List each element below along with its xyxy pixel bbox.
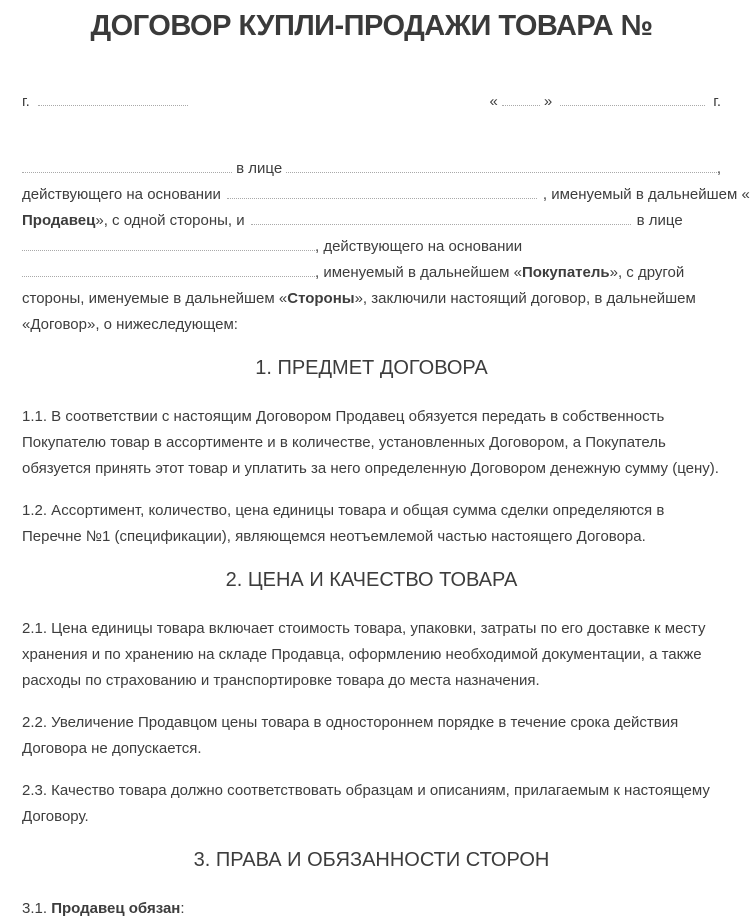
seller-basis-blank: [227, 186, 537, 199]
clause-number: 3.1.: [22, 900, 52, 917]
section-1-heading: 1. ПРЕДМЕТ ДОГОВОРА: [255, 357, 488, 379]
preamble-text: , действующего на основании: [315, 238, 523, 255]
parties-term-bold: Стороны: [287, 290, 355, 307]
buyer-term-bold: Покупатель: [521, 264, 610, 281]
preamble-line-4: [22, 234, 721, 260]
preamble-text: , именуемый в дальнейшем «: [315, 264, 522, 281]
date-day-blank: [502, 93, 540, 106]
preamble-line-2: [22, 182, 750, 208]
document-title: ДОГОВОР КУПЛИ-ПРОДАЖИ ТОВАРА №: [90, 10, 653, 42]
clause-2-1: 2.1. Цена единицы товара включает стоимость товара, упаковки, затраты по его доставке к месту хранения и по хранению на складе Продавца, оформлению необходимой документации, а также расходы по страхованию и транспортировке товара до места назначения.: [22, 620, 706, 689]
clause-1-1: 1.1. В соответствии с настоящим Договором Продавец обязуется передать в собственность Покупателю товар в ассортименте и в количестве, установленных Договором, а Покупатель обязуется принять этот товар и уплатить за него определенную Договором денежную сумму (цену).: [22, 408, 719, 477]
preamble-line-5: [22, 260, 721, 286]
clause-2-3: 2.3. Качество товара должно соответствовать образцам и описаниям, прилагаемым к настоящему Договору.: [22, 782, 710, 825]
buyer-org-name-blank: [251, 212, 631, 225]
seller-org-name-blank: [22, 160, 232, 173]
city-group: [22, 92, 188, 112]
date-close-quote: »: [543, 93, 553, 110]
section-2-heading: 2. ЦЕНА И КАЧЕСТВО ТОВАРА: [225, 569, 518, 591]
preamble-text: действующего на основании: [22, 186, 221, 203]
clause-3-1: [22, 896, 721, 922]
preamble-text: стороны, именуемые в дальнейшем «: [22, 290, 288, 307]
seller-obliged-bold: Продавец обязан: [51, 900, 181, 917]
buyer-representative-blank: [22, 238, 315, 251]
preamble-line-3: [22, 208, 721, 234]
year-suffix-label: г.: [713, 93, 721, 110]
city-date-line: [22, 92, 721, 112]
clause-2-2: 2.2. Увеличение Продавцом цены товара в одностороннем порядке в течение срока действия Договора не допускается.: [22, 714, 679, 757]
clause-colon: :: [180, 900, 185, 917]
city-fill-blank: [38, 93, 188, 106]
clause-1-2: 1.2. Ассортимент, количество, цена единицы товара и общая сумма сделки определяются в Перечне №1 (спецификации), являющемся неотъемлемой частью настоящего Договора.: [22, 502, 665, 545]
date-month-year-blank: [560, 93, 705, 106]
preamble: [22, 156, 750, 338]
preamble-text: ,: [716, 160, 721, 177]
date-group: [490, 92, 722, 112]
preamble-text: », заключили настоящий договор, в дальнейшем: [354, 290, 696, 307]
preamble-text: «Договор», о нижеследующем:: [22, 316, 238, 333]
preamble-line-7: [22, 312, 721, 338]
preamble-line-6: [22, 286, 721, 312]
preamble-line-1: [22, 156, 721, 182]
date-open-quote: «: [489, 93, 498, 110]
preamble-text: , именуемый в дальнейшем «: [542, 186, 750, 203]
section-3-heading: 3. ПРАВА И ОБЯЗАННОСТИ СТОРОН: [193, 849, 550, 871]
preamble-text: », с другой: [609, 264, 685, 281]
preamble-text: », с одной стороны, и: [95, 212, 245, 229]
city-prefix-label: г.: [22, 93, 30, 110]
seller-term-bold: Продавец: [22, 212, 96, 229]
preamble-text: в лице: [232, 160, 287, 177]
preamble-text: в лице: [636, 212, 683, 229]
buyer-basis-blank: [22, 264, 315, 277]
seller-representative-blank: [286, 160, 716, 173]
